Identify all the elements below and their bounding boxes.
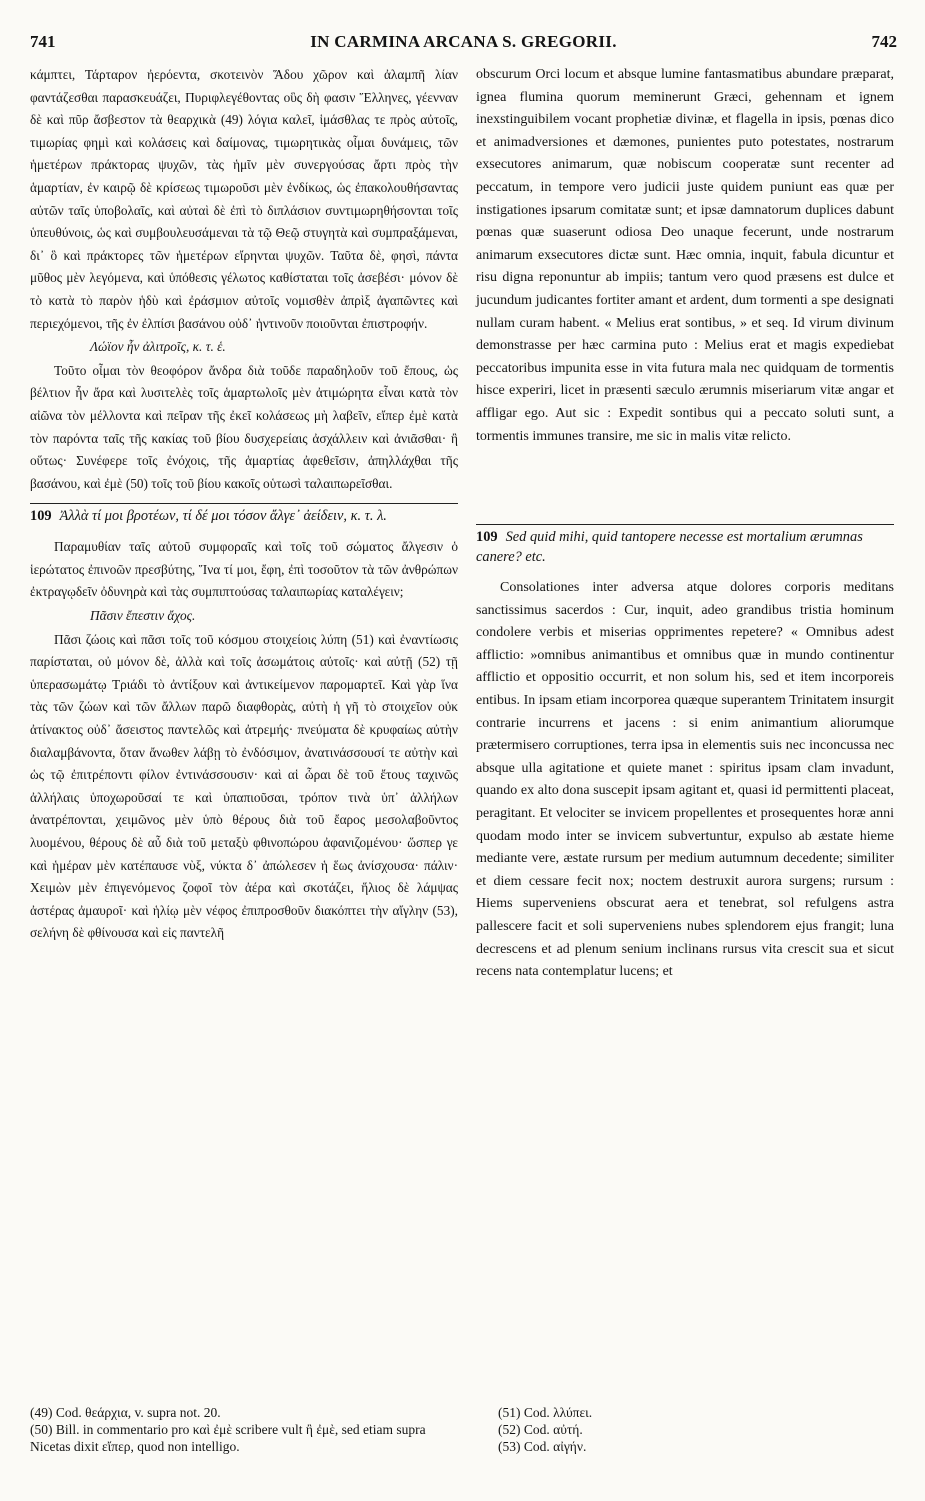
latin-column — [476, 64, 894, 984]
latin-paragraph: obscurum Orci locum et absque lumine fantasmatibus abundare præparat, ignea flumina quorum meminerunt Græci, gehennam et ignem inexstinguibilem vocant prophetiæ divinæ, et flagella in ipsis, pœnas dico et animadversiones et dæmones, punientes puto potestates, nostrarum exsecutores animarum, quæ nobiscum cooperatæ sunt recenter ad peccatum, in tempore vero judicii juste quidem puniunt eas quæ per instigationes ipsarum comitatæ sunt; et ipsæ damnatorum duplices dabunt pœnas quæ suaserunt odiosa Deo unaque fecerunt, unde nostrarum animarum exsecutores dictæ sunt. Hæc omnia, inquit, fabula dicuntur et risu digna reponuntur ab impiis; tantum vero quod præsens est dulce et jucundum judicantes fortiter amant et ardent, dum tormenti a spe designati nullam curam habent. « Melius erat sontibus, » et seq. Id virum divinum demonstrasse per hæc carmina puto : Melius erat et magis expediebat peccatoribus impunita esse in vita futura mala nec quidquam de tormentis hisce experiri, licet in præsenti sæculo ærumnis miseriarum vitæ angar et affligar ego. Aut sic : Expedit sontibus qui a peccato soluti sunt, a tormentis immunes transire, me sic in malis vitæ relicto. — [476, 67, 894, 444]
greek-paragraph: Τοῦτο οἶμαι τὸν θεοφόρον ἄνδρα διὰ τοῦδε παραδηλοῦν τοῦ ἔπους, ὡς βέλτιον ἦν ἄρα καὶ λυσιτελὲς τοῖς ἁμαρτωλοῖς μὲν ἀτιμώρητα εἶναι κατὰ τὸν αἰῶνα τὸν μέλλοντα καὶ πεῖραν τῆς ἐκεῖ κολάσεως μὴ λαβεῖν, εἴπερ ἐμὲ κατὰ τὸν παρόντα ταῖς τῆς κακίας τοῦ βίου δυσχερείαις ἀσχάλλειν καὶ ἀνιᾶσθαι· ἢ οὕτως· Συνέφερε τοῖς ἐνόχοις, τῆς ἁμαρτίας ἀφεθεῖσιν, ἀπηλλάχθαι τῆς βασάνου, καὶ ἐμὲ (50) τοῖς τοῦ βίου κακοῖς οὑτωσὶ ταλαιπωρεῖσθαι. — [30, 362, 458, 491]
footnotes-right — [498, 1404, 878, 1455]
footnote: (51) Cod. λλύπει. — [498, 1405, 593, 1420]
page-number-right: 742 — [871, 32, 897, 51]
verse-number: 109 — [476, 529, 498, 546]
greek-lemma: Λώϊον ἦν ἀλιτροῖς, κ. τ. ἑ. — [90, 339, 226, 355]
verse-number: 109 — [30, 508, 52, 525]
greek-paragraph: Πᾶσι ζώοις καὶ πᾶσι τοῖς τοῦ κόσμου στοιχείοις λύπη (51) καὶ ἐναντίωσις παρίσταται, οὐ μόνον δὲ, ἀλλὰ καὶ τοῖς ἀσωμάτοις αὐτοῖς· καὶ αὐτῇ (52) τῇ ὑπερασωμάτῳ Τριάδι τὸ ἀντίξουν καὶ ἀντικείμενον παρομαρτεῖ. Καὶ γὰρ ἵνα τὰς τῶν ζώων καὶ τῶν ἄλλων παρῶ διαφθορὰς, αὐτὴ ἡ γῆ τὸ στοιχεῖον οὐκ ἀτίνακτος οὐδ᾽ ἄσειστος παντελῶς καὶ ἀτρεμής· πνεύματα δὲ κρυφαίως αὐτὴν διαλαμβάνοντα, ὅταν ἄνωθεν λάβῃ τὸ ἐνδόσιμον, ἀνατινάσσουσί τε αὐτὴν καὶ ὡς τῷ ἐπιτρέποντι φίλον ἐντινάσσουσιν· καὶ αἱ ὧραι δὲ τοῦ ἔτους ταχινῶς ἀλλήλαις ὑποχωροῦσαί τε καὶ ὑπαπιοῦσαι, τρόπον τινὰ ὑπ᾽ ἀλλήλων ἀνατρέπονται, χειμῶνος μὲν ὑπὸ θέρους διὰ τοῦ ἔαρος μεσολαβοῦντος λυομένου, θέρους δὲ αὖ διὰ τοῦ μεταξὺ φθινοπώρου ἀφανιζομένου· ὥσπερ γε καὶ ἡμέραν μὲν κατέπαυσε νὺξ, νύκτα δ᾽ ἀπώλεσεν ἡ ἕως ἀνίσχουσα· πάλιν· Χειμὼν μὲν ἐπιγενόμενος ζοφοῖ τὸν ἀέρα καὶ σκοτάζει, ἥλιος δὲ λάμψας ἀστέρας ἀμαυροῖ· καὶ ἡλίῳ μὲν νέφος ἐπιπροσθοῦν διακόπτει τὴν αἴγλην (53), σελήνη δὲ φθίνουσα καὶ εἰς παντελῆ — [30, 631, 458, 941]
verse-text: Sed quid mihi, quid tantopere necesse est mortalium ærumnas canere? etc. — [476, 529, 863, 566]
footnote: (50) Bill. in commentario pro καὶ ἐμὲ scribere vult ἢ ἐμὲ, sed etiam supra Nicetas dixit εἴπερ, quod non intelligo. — [30, 1422, 426, 1454]
running-title: IN CARMINA ARCANA S. GREGORII. — [310, 32, 617, 51]
footnote: (53) Cod. αἰγήν. — [498, 1439, 587, 1454]
page-number-left: 741 — [30, 32, 56, 51]
footnote: (49) Cod. θεάρχια, v. supra not. 20. — [30, 1405, 221, 1420]
greek-column — [30, 64, 458, 945]
running-header — [30, 32, 897, 56]
footnote: (52) Cod. αὐτή. — [498, 1422, 583, 1437]
greek-verse-heading — [30, 503, 458, 526]
greek-lemma: Πᾶσιν ἔπεστιν ἄχος. — [90, 608, 196, 624]
greek-paragraph: Παραμυθίαν ταῖς αὐτοῦ συμφοραῖς καὶ τοῖς τοῦ σώματος ἄλγεσιν ὁ ἱερώτατος ἐπινοῶν πρεσβύτης, Ἵνα τί μοι, ἔφη, ἐπὶ τοσοῦτον τὰ τῶν ἀνθρώπων ἐκτραγῳδεῖν ὀδυνηρὰ καὶ τὰς συμπιπτούσας ταλαιπωρίας καταλέγειν; — [30, 539, 458, 600]
latin-paragraph: Consolationes inter adversa atque dolores corporis meditans sanctissimus sacerdos : Cur, inquit, adeo grandibus tristia hominum condolere verbis et miserias opprimentes repetere? « Omnibus adest afflictio: »omnibus animantibus et omnibus quæ in mundo continentur afflictio et oppositio occurrit, et non solum his, sed et item incorporeis entibus. In ipsam etiam incorporea quæque superantem Trinitatem insurgit contrarie incurrens et jacens : si enim animantium aliorumque prætermisero corruptiones, terra ipsa in elementis suis nec inconcussa nec absque ulla agitatione et quiete manet : spiritus ipsam clam invadunt, quando ex alto dona suscepit ipsam agitant et, quasi id permittenti placeat, peragitant. Et velociter se invicem propellentes et prosequentes horæ anni quodam modo inter se invicem subvertuntur, expulso ab æstate hieme mediante vere, æstate rursum per medium autumnum decedente; similiter et diem cessare fecit nox; noctem destruxit aurora surgens; rursum : Hiems superveniens obscurat aera et tenebrat, sol refulgens astra pallescere facit et soli superveniens nubes splendorem ejus frangit; luna decrescens et ad plenum senium inclinans rursus vita crescit sua et sicut recens nata contemplatur lucens; et — [476, 580, 894, 980]
latin-verse-heading — [476, 524, 894, 567]
greek-paragraph: κάμπτει, Τάρταρον ἠερόεντα, σκοτεινὸν Ἅδου χῶρον καὶ ἀλαμπῆ λίαν φαντάζεσθαι παρασκευάζει, Πυριφλεγέθοντας οὓς δὴ φασιν Ἕλληνες, γέενναν δὲ καὶ πῦρ ἄσβεστον τὰ θεαρχικὰ (49) λόγια καλεῖ, ἱμάσθλας τε πρὸς αὐτοῖς, τιμωρίας φημὶ καὶ κολάσεις καὶ δαίμονας, τιμωρητικὰς οἶμαι δυνάμεις, τῶν ἡμετέρων πράκτορας ψυχῶν, τὰς ἡμῖν μὲν συνεργούσας ἄρτι πρὸς τὴν ἁμαρτίαν, ἐν καιρῷ δὲ κρίσεως τιμωροῦσι μὲν ἐνδίκως, ὡς ἐπακολουθήσαντας αὐτῶν ταῖς ὑποβολαῖς, καὶ αὐταὶ δὲ ἐπὶ τὸ διπλάσιον συντιμωρηθήσονται τοῖς ὑπευθύνοις, ὡς καὶ συμβουλευσάμεναι τὰ τῷ Θεῷ στυγητὰ καὶ συμπραξάμεναι, δι᾽ ὃ καὶ πράκτορες τῶν ἡμετέρων εἴρηνται ψυχῶν. Ταῦτα δὲ, φησὶ, πάντα μῦθος μὲν λεγόμενα, καὶ ὑπόθεσις γέλωτος καθίσταται τοῖς ἀσεβέσι· μόνον δὲ τὸ κατὰ τὸ παρὸν ἡδὺ καὶ ἐράσμιον αὐτοῖς νομισθὲν ἀπρὶξ ἀγαπῶντες καὶ περιεχόμενοι, τῆς ἐν ἐλπίσι βασάνου οὐδ᾽ ἡντινοῦν ποιοῦνται ἐπιστροφήν. — [30, 67, 458, 331]
footnotes-left — [30, 1404, 458, 1455]
verse-text: Ἀλλὰ τί μοι βροτέων, τί δέ μοι τόσον ἄλγε᾽ ἀείδειν, κ. τ. λ. — [59, 508, 387, 525]
